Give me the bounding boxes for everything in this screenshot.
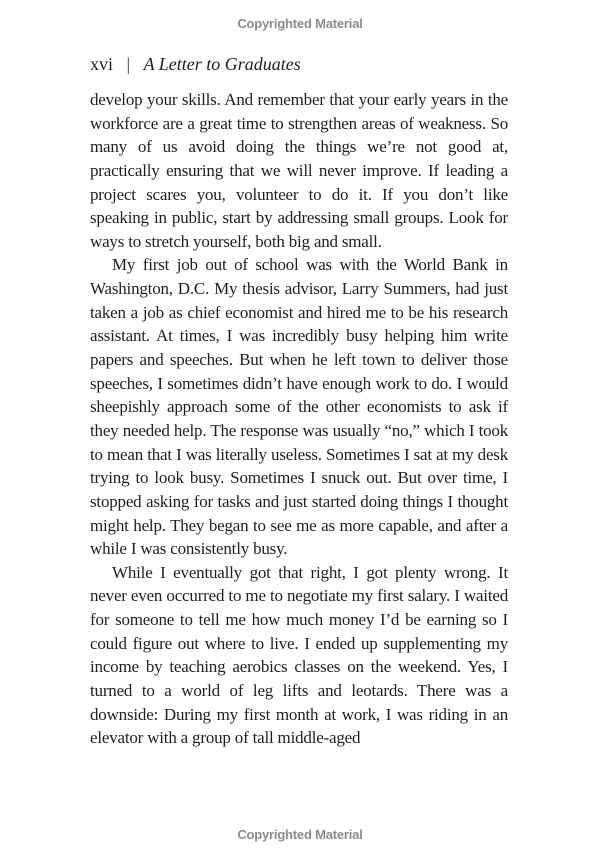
body-paragraph: While I eventually got that right, I got plenty wrong. It never even occurred to me to negotiate my first salary. I waited for someone to tell me how much money I’d be earning so I could figure out where to live. I ended up supplementing my income by teaching aerobics classes on the weekend. Yes, I turned to a world of leg lifts and leotards. There was a downside: During my first month at work, I was riding in an elevator with a group of tall middle-aged [90, 562, 508, 748]
chapter-title: A Letter to Graduates [143, 54, 301, 74]
page-body [90, 88, 508, 750]
page-number: xvi [90, 54, 114, 74]
header-separator: | [126, 54, 131, 74]
body-paragraph: develop your skills. And remember that your early years in the workforce are a great time to strengthen areas of weakness. So many of us avoid doing the things we’re not good at, practically ensuring that we will never improve. If leading a project scares you, volunteer to do it. If you don’t like speaking in public, start by addressing small groups. Look for ways to stretch yourself, both big and small. [90, 90, 508, 251]
body-paragraph: My first job out of school was with the World Bank in Washington, D.C. My thesis advisor, Larry Summers, had just taken a job as chief economist and hired me to be his research assistant. At times, I was incredibly busy helping him write papers and speeches. But when he left town to deliver those speeches, I sometimes didn’t have enough work to do. I would sheepishly approach some of the other economists to ask if they needed help. The response was usually “no,” which I took to mean that I was literally useless. Sometimes I sat at my desk trying to look busy. Sometimes I snuck out. But over time, I stopped asking for tasks and just started doing things I thought might help. They began to see me as more capable, and after a while I was consistently busy. [90, 255, 508, 559]
running-header [90, 54, 301, 75]
copyright-notice-bottom: Copyrighted Material [237, 827, 363, 842]
copyright-notice-top: Copyrighted Material [237, 16, 363, 31]
